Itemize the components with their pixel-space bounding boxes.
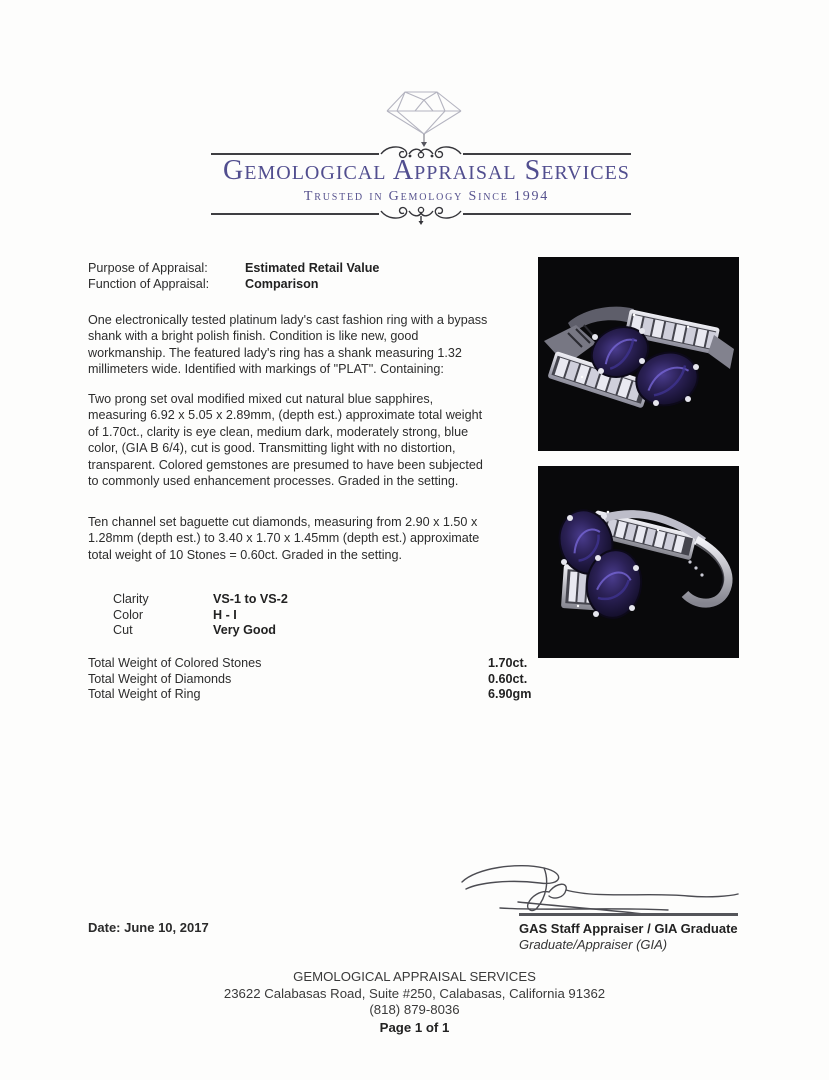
color-label: Color <box>113 607 144 622</box>
date-line: Date: June 10, 2017 <box>88 920 209 935</box>
description-paragraph-ring: One electronically tested platinum lady's cast fashion ring with a bypass shank with a bright polish finish. Condition is like new, good workmanship. The featured lady's ring has a shank measuring 1.32 millimeters wide. Identified with markings of "PLAT". Containing: <box>88 313 488 377</box>
appraisal-fields <box>88 260 492 292</box>
total-diamonds-value: 0.60ct. <box>488 671 528 686</box>
purpose-label: Purpose of Appraisal: <box>88 261 208 275</box>
total-ring-weight-row <box>88 686 558 702</box>
org-tagline: Trusted in Gemology Since 1994 <box>303 189 550 204</box>
color-row <box>113 607 288 623</box>
function-row <box>88 276 492 292</box>
header-bottom-rule <box>211 203 631 225</box>
clarity-label: Clarity <box>113 592 149 606</box>
appraiser-subtitle: Graduate/Appraiser (GIA) <box>519 937 668 952</box>
diamond-grading-table <box>113 591 288 638</box>
signature-icon <box>448 858 748 916</box>
footer-page-number: Page 1 of 1 <box>379 1020 450 1035</box>
cut-value: Very Good <box>213 623 276 638</box>
purpose-value: Estimated Retail Value <box>245 261 380 275</box>
appraiser-title: GAS Staff Appraiser / GIA Graduate <box>519 921 738 936</box>
purpose-row <box>88 260 492 276</box>
total-diamonds-label: Total Weight of Diamonds <box>88 671 232 686</box>
clarity-row <box>113 591 288 607</box>
signature-rule <box>519 913 738 916</box>
total-diamonds-row <box>88 671 558 687</box>
org-title: Gemological Appraisal Services <box>223 155 630 186</box>
diamond-logo-icon <box>381 90 467 148</box>
ring-photo-side-view <box>538 466 739 658</box>
flourish-bottom-icon <box>379 203 463 225</box>
total-ring-weight-value: 6.90gm <box>488 687 532 702</box>
rule-right <box>463 213 631 215</box>
function-label: Function of Appraisal: <box>88 277 210 291</box>
description-paragraph-diamonds: Ten channel set baguette cut diamonds, measuring from 2.90 x 1.50 x 1.28mm (depth est.) to 3.40 x 1.70 x 1.45mm (depth est.) approximate total weight of 10 Stones = 0.60ct. Graded in the setting. <box>88 515 480 562</box>
footer-phone: (818) 879-8036 <box>369 1002 460 1017</box>
rule-left <box>211 213 379 215</box>
total-colored-stones-value: 1.70ct. <box>488 656 528 670</box>
total-colored-stones-row <box>88 655 558 671</box>
function-value: Comparison <box>245 277 319 291</box>
total-colored-stones-label: Total Weight of Colored Stones <box>88 656 262 670</box>
total-ring-weight-label: Total Weight of Ring <box>88 687 201 702</box>
clarity-value: VS-1 to VS-2 <box>213 592 288 606</box>
cut-row <box>113 622 288 638</box>
footer-org: GEMOLOGICAL APPRAISAL SERVICES <box>293 969 536 984</box>
totals-table <box>88 655 558 702</box>
description-paragraph-sapphires: Two prong set oval modified mixed cut natural blue sapphires, measuring 6.92 x 5.05 x 2.89mm, (depth est.) approximate total weight of 1.70ct., clarity is eye clean, medium dark, moderately strong, blue color, (GIA B 6/4), cut is good. Transmitting light with no distortion, transparent. Colored gemstones are presumed to have been subjected to commonly used enhancement processes. Graded in the setting. <box>88 392 483 489</box>
ring-photo-top-view <box>538 257 739 451</box>
footer-address: 23622 Calabasas Road, Suite #250, Calabasas, California 91362 <box>223 986 606 1001</box>
cut-label: Cut <box>113 623 133 638</box>
color-value: H - I <box>213 607 237 622</box>
